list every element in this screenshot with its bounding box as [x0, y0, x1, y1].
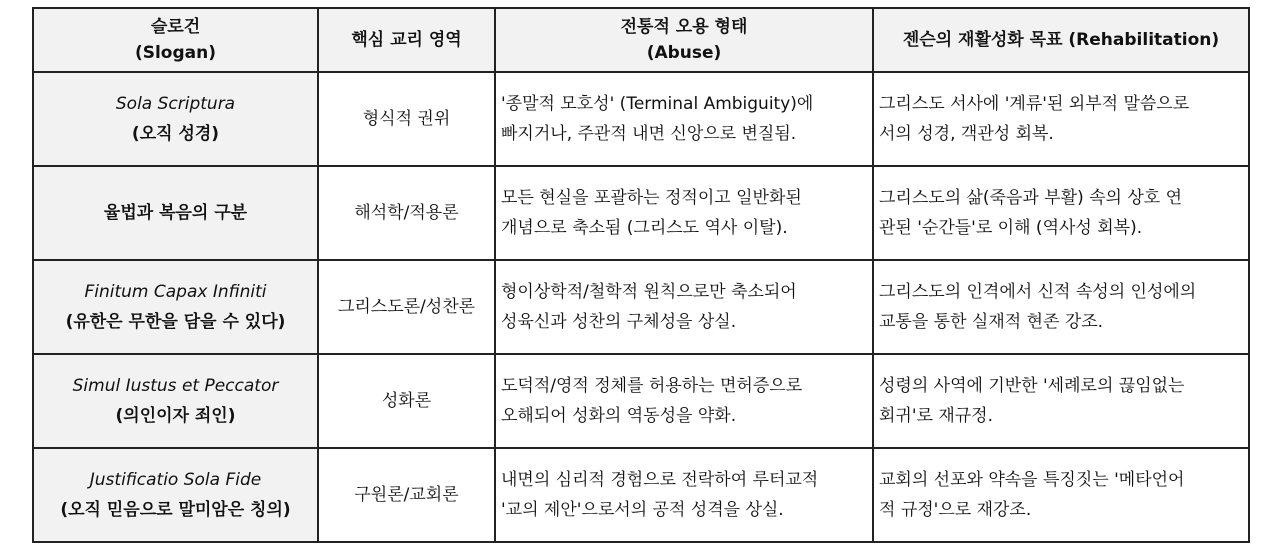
abuse-cell [495, 72, 873, 166]
doctrine-table [32, 7, 1250, 543]
header-rehab-line1: 젠슨의 재활성화 목표 (Rehabilitation) [902, 30, 1220, 50]
header-rehab [873, 8, 1249, 72]
slogan-cell [33, 260, 318, 354]
slogan-korean: (오직 성경) [131, 124, 220, 144]
rehab-line: 교회의 선포와 약속을 특징짓는 '메타언어 [879, 470, 1185, 490]
abuse-line: 빠지거나, 주관적 내면 신앙으로 변질됨. [501, 124, 797, 144]
slogan-korean: (유한은 무한을 담을 수 있다) [65, 312, 286, 332]
table-row [33, 260, 1249, 354]
slogan-cell [33, 72, 318, 166]
rehab-cell [873, 448, 1249, 542]
table-row [33, 354, 1249, 448]
header-slogan [33, 8, 318, 72]
header-row [33, 8, 1249, 72]
table-row [33, 448, 1249, 542]
header-slogan-line2: (Slogan) [134, 43, 217, 63]
rehab-line: 교통을 통한 실재적 현존 강조. [879, 312, 1104, 332]
abuse-line: '종말적 모호성' (Terminal Ambiguity)에 [501, 94, 814, 114]
abuse-cell [495, 448, 873, 542]
slogan-korean: 율법과 복음의 구분 [103, 203, 248, 223]
slogan-latin: Simul Iustus et Peccator [72, 376, 279, 396]
slogan-korean: (오직 믿음으로 말미암은 칭의) [60, 500, 291, 520]
abuse-line: 오해되어 성화의 역동성을 약화. [501, 406, 737, 426]
header-abuse-line2: (Abuse) [646, 43, 722, 63]
rehab-line: 회귀'로 재규정. [879, 406, 994, 426]
rehab-line: 그리스도의 인격에서 신적 속성의 인성에의 [879, 282, 1197, 302]
rehab-line: 관된 '순간들'로 이해 (역사성 회복). [879, 218, 1143, 238]
header-abuse-line1: 전통적 오용 형태 [620, 17, 748, 37]
abuse-cell [495, 260, 873, 354]
rehab-cell [873, 260, 1249, 354]
rehab-cell [873, 72, 1249, 166]
header-area [318, 8, 495, 72]
slogan-latin: Justificatio Sola Fide [89, 470, 262, 490]
abuse-line: 내면의 심리적 경험으로 전락하여 루터교적 [501, 470, 819, 490]
slogan-cell [33, 354, 318, 448]
header-abuse [495, 8, 873, 72]
area-cell: 그리스도론/성찬론 [318, 260, 495, 354]
abuse-line: 개념으로 축소됨 (그리스도 역사 이탈). [501, 218, 788, 238]
area-cell: 해석학/적용론 [318, 166, 495, 260]
table-row [33, 72, 1249, 166]
abuse-line: '교의 제안'으로서의 공적 성격을 상실. [501, 500, 784, 520]
rehab-cell [873, 166, 1249, 260]
abuse-line: 성육신과 성찬의 구체성을 상실. [501, 312, 737, 332]
header-slogan-line1: 슬로건 [150, 17, 201, 37]
slogan-latin: Finitum Capax Infiniti [84, 282, 267, 302]
rehab-line: 그리스도 서사에 '계류'된 외부적 말씀으로 [879, 94, 1190, 114]
slogan-cell [33, 166, 318, 260]
abuse-line: 도덕적/영적 정체를 허용하는 면허증으로 [501, 376, 803, 396]
abuse-line: 모든 현실을 포괄하는 정적이고 일반화된 [501, 188, 802, 208]
area-cell: 형식적 권위 [318, 72, 495, 166]
slogan-korean: (의인이자 죄인) [115, 406, 236, 426]
area-cell: 성화론 [318, 354, 495, 448]
rehab-line: 서의 성경, 객관성 회복. [879, 124, 1054, 144]
rehab-line: 성령의 사역에 기반한 '세례로의 끊임없는 [879, 376, 1185, 396]
rehab-line: 적 규정'으로 재강조. [879, 500, 1032, 520]
abuse-cell [495, 166, 873, 260]
abuse-cell [495, 354, 873, 448]
slogan-latin: Sola Scriptura [115, 94, 236, 114]
abuse-line: 형이상학적/철학적 원칙으로만 축소되어 [501, 282, 797, 302]
table-row [33, 166, 1249, 260]
slogan-cell [33, 448, 318, 542]
area-cell: 구원론/교회론 [318, 448, 495, 542]
rehab-line: 그리스도의 삶(죽음과 부활) 속의 상호 연 [879, 188, 1183, 208]
rehab-cell [873, 354, 1249, 448]
header-area-line1: 핵심 교리 영역 [351, 30, 462, 50]
